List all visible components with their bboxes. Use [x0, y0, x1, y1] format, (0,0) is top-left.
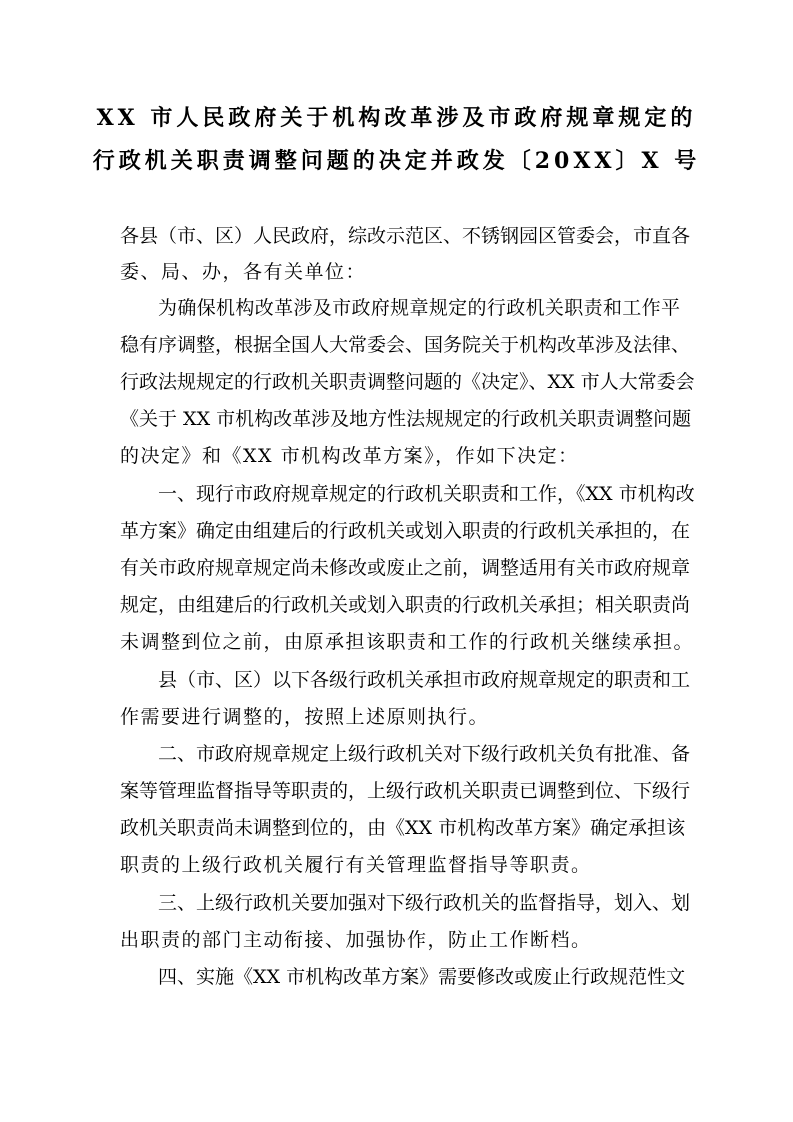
item1-line-3: 有关市政府规章规定尚未修改或废止之前，调整适用有关市政府规章	[120, 557, 691, 579]
item1-line-2: 革方案》确定由组建后的行政机关或划入职责的行政机关承担的，在	[120, 520, 691, 542]
item2-line-3: 政机关职责尚未调整到位的，由《XX 市机构改革方案》确定承担该	[120, 817, 686, 839]
document-title-line-1: XX 市人民政府关于机构改革涉及市政府规章规定的	[96, 105, 697, 131]
item3-line-1: 三、上级行政机关要加强对下级行政机关的监督指导，划入、划	[158, 892, 691, 914]
item2-line-2: 案等管理监督指导等职责的，上级行政机关职责已调整到位、下级行	[120, 780, 691, 802]
document-title-line-2: 行政机关职责调整问题的决定并政发〔20XX〕X 号	[92, 148, 701, 174]
item3-line-2: 出职责的部门主动衔接、加强协作，防止工作断档。	[120, 929, 592, 951]
intro-line-1: 为确保机构改革涉及市政府规章规定的行政机关职责和工作平	[158, 297, 680, 319]
item1-line-5: 未调整到位之前，由原承担该职责和工作的行政机关继续承担。	[120, 631, 695, 653]
item4-line-1: 四、实施《XX 市机构改革方案》需要修改或废止行政规范性文	[158, 966, 686, 988]
item1-line-1: 一、现行市政府规章规定的行政机关职责和工作，《XX 市机构改	[158, 483, 695, 505]
item1b-line-2: 作需要进行调整的，按照上述原则执行。	[120, 706, 490, 728]
intro-line-2: 稳有序调整，根据全国人大常委会、国务院关于机构改革涉及法律、	[120, 334, 691, 356]
intro-line-3: 行政法规规定的行政机关职责调整问题的《决定》、XX 市人大常委会	[120, 371, 695, 393]
addressee-line-2: 委、局、办，各有关单位：	[120, 261, 367, 283]
item1b-line-1: 县（市、区）以下各级行政机关承担市政府规章规定的职责和工	[158, 669, 691, 691]
addressee-line-1: 各县（市、区）人民政府，综改示范区、不锈钢园区管委会，市直各	[120, 225, 691, 247]
item2-line-1: 二、市政府规章规定上级行政机关对下级行政机关负有批准、备	[158, 743, 691, 765]
intro-line-5: 的决定》和《XX 市机构改革方案》，作如下决定：	[120, 445, 579, 467]
intro-line-4: 《关于 XX 市机构改革涉及地方性法规规定的行政机关职责调整问题	[120, 408, 692, 430]
item2-line-4: 职责的上级行政机关履行有关管理监督指导等职责。	[120, 854, 592, 876]
item1-line-4: 规定，由组建后的行政机关或划入职责的行政机关承担；相关职责尚	[120, 594, 691, 616]
